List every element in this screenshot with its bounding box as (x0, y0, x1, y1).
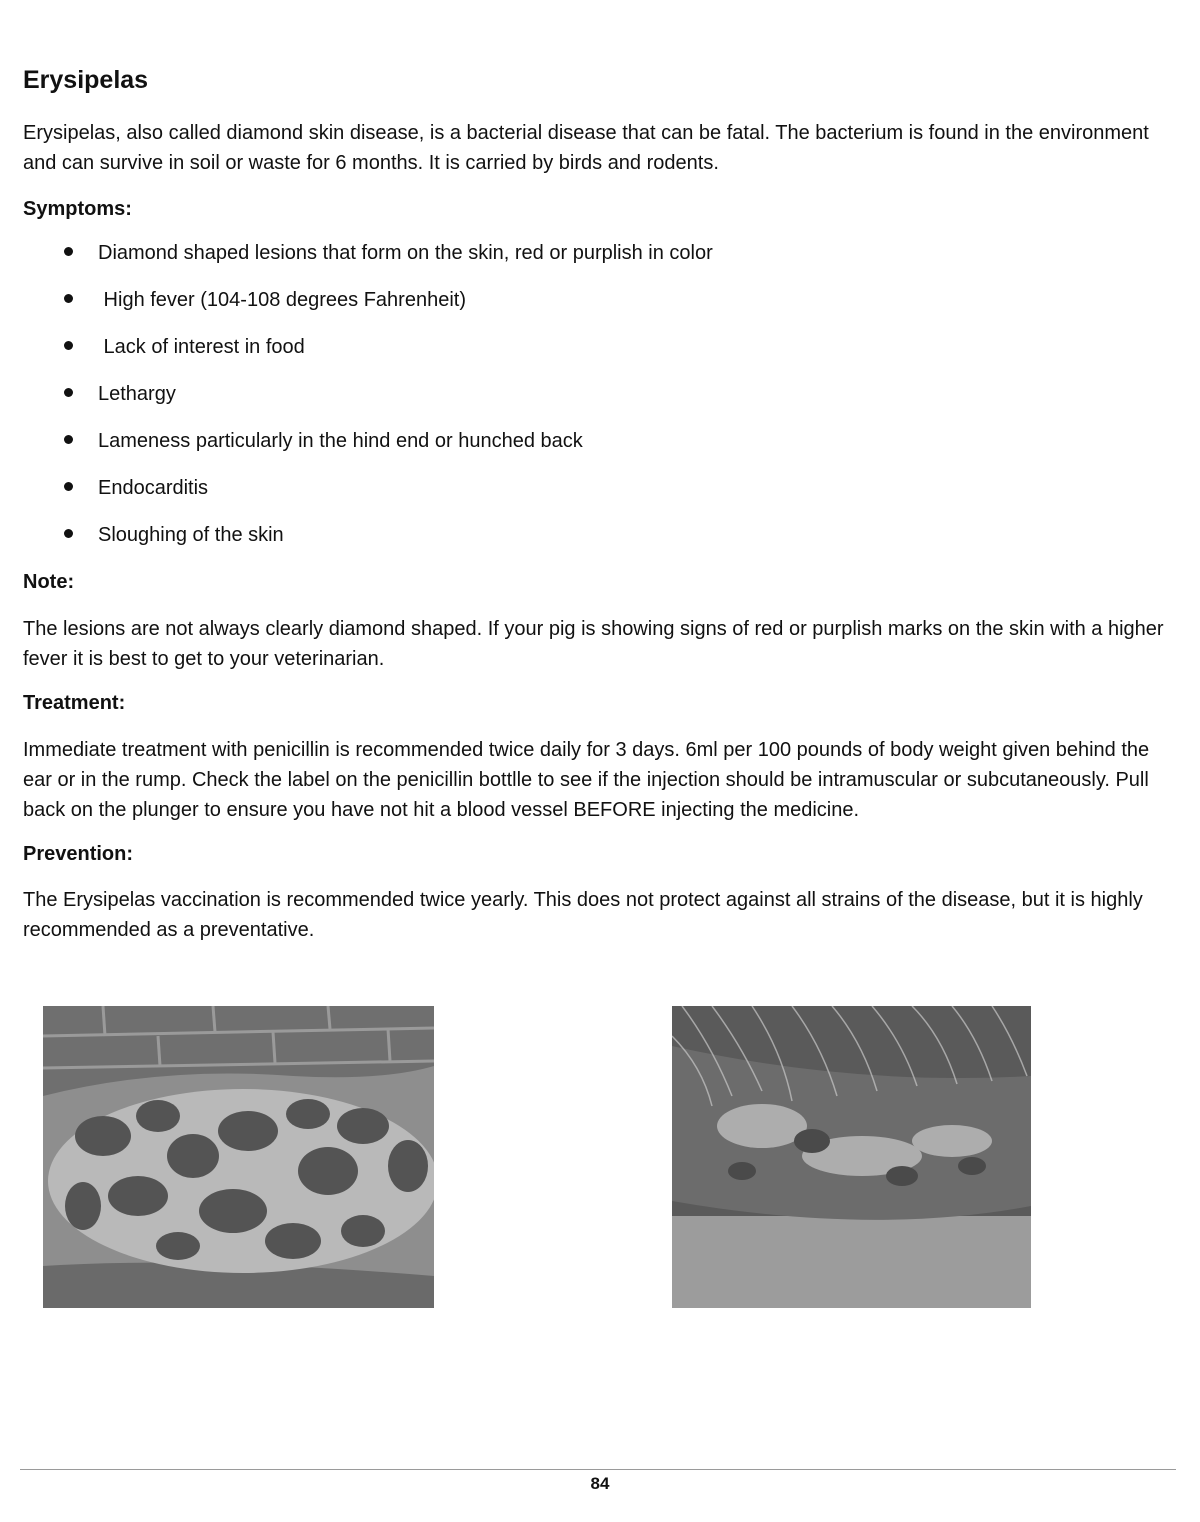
lesion-photo-left (43, 1006, 434, 1308)
treatment-heading: Treatment: (23, 692, 126, 714)
bullet-icon (64, 341, 73, 350)
treatment-paragraph: Immediate treatment with penicillin is recommended twice daily for 3 days. 6ml per 100 pounds of body weight given behind the ear or in the rump. Check the label on the penicillin bottlle to see if the injection should be intramuscular or subcutaneously. Pull back on the plunger to ensure you have not hit a blood vessel BEFORE injecting the medicine. (23, 739, 1150, 821)
page-title: Erysipelas (23, 66, 149, 94)
lesion-photo-right (672, 1006, 1031, 1308)
pig-lesions-image (43, 1006, 434, 1308)
note-paragraph: The lesions are not always clearly diamond shaped. If your pig is showing signs of red or purplish marks on the skin with a higher fever it is best to get to your veterinarian. (23, 618, 1164, 670)
bullet-icon (64, 247, 73, 256)
symptom-text: Lack of interest in food (98, 336, 305, 358)
symptom-text: Sloughing of the skin (98, 524, 284, 546)
bullet-icon (64, 388, 73, 397)
intro-paragraph: Erysipelas, also called diamond skin disease, is a bacterial disease that can be fatal. The bacterium is found in the environment and can survive in soil or waste for 6 months. It is carried by birds and rodents. (23, 122, 1149, 174)
skin-lesions-image (672, 1006, 1031, 1308)
list-item (64, 336, 305, 359)
list-item (64, 242, 713, 265)
symptoms-heading: Symptoms: (23, 198, 132, 220)
bullet-icon (64, 294, 73, 303)
symptom-text: Lameness particularly in the hind end or hunched back (98, 430, 583, 452)
note-heading: Note: (23, 571, 75, 593)
list-item (64, 477, 208, 500)
footer-divider (20, 1469, 1176, 1470)
list-item (64, 383, 176, 406)
bullet-icon (64, 529, 73, 538)
list-item (64, 430, 583, 453)
symptom-text: Lethargy (98, 383, 176, 405)
list-item (64, 289, 466, 312)
symptom-text: High fever (104-108 degrees Fahrenheit) (98, 289, 466, 311)
prevention-heading: Prevention: (23, 843, 134, 865)
bullet-icon (64, 482, 73, 491)
symptom-text: Endocarditis (98, 477, 209, 499)
symptom-text: Diamond shaped lesions that form on the skin, red or purplish in color (98, 242, 713, 264)
page-number: 84 (590, 1474, 610, 1493)
list-item (64, 524, 284, 547)
bullet-icon (64, 435, 73, 444)
prevention-paragraph: The Erysipelas vaccination is recommended twice yearly. This does not protect against all strains of the disease, but it is highly recommended as a preventative. (23, 889, 1143, 941)
